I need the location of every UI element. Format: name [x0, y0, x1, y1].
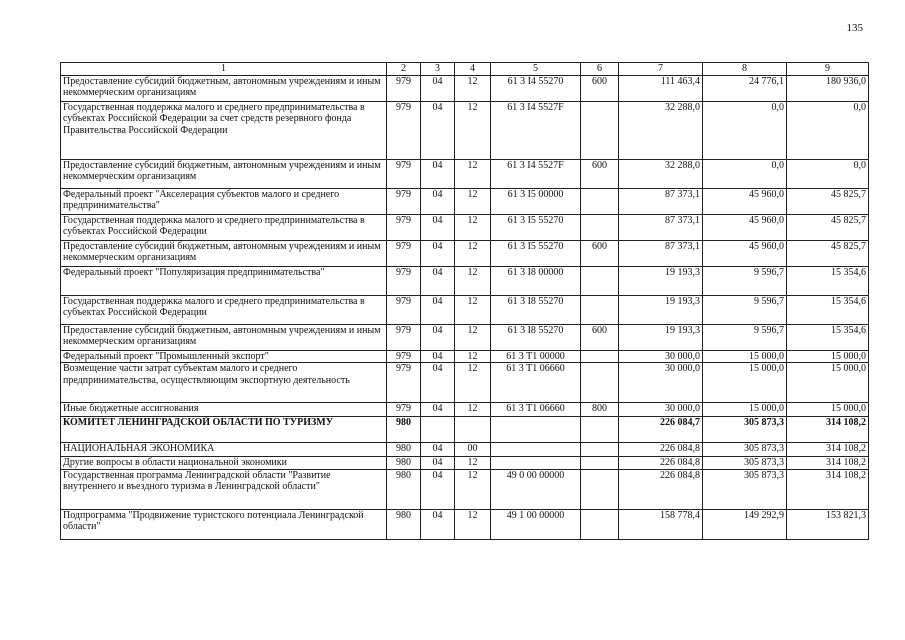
row-value-col7-cell: 32 288,0 — [619, 101, 703, 159]
row-expense-type-cell — [581, 443, 619, 457]
row-section-cell: 04 — [421, 266, 455, 295]
row-subsection-cell: 12 — [455, 509, 491, 539]
row-value-col7-cell: 19 193,3 — [619, 295, 703, 324]
row-value-col8-cell: 15 000,0 — [703, 350, 787, 363]
row-target-article-cell — [491, 443, 581, 457]
row-target-article-cell: 61 3 I5 55270 — [491, 240, 581, 266]
row-value-col7-cell: 87 373,1 — [619, 240, 703, 266]
row-name-cell: КОМИТЕТ ЛЕНИНГРАДСКОЙ ОБЛАСТИ ПО ТУРИЗМУ — [61, 417, 387, 443]
row-value-col7-cell: 30 000,0 — [619, 363, 703, 403]
row-name-cell: Предоставление субсидий бюджетным, автономным учреждениям и иным некоммерческим организациям — [61, 75, 387, 101]
row-subsection-cell: 12 — [455, 469, 491, 509]
row-expense-type-cell — [581, 266, 619, 295]
table-row — [61, 417, 869, 443]
row-expense-type-cell: 600 — [581, 159, 619, 188]
table-row — [61, 403, 869, 417]
row-grbs-cell: 980 — [387, 417, 421, 443]
row-value-col8-cell: 9 596,7 — [703, 266, 787, 295]
table-row — [61, 188, 869, 214]
row-expense-type-cell — [581, 350, 619, 363]
row-value-col9-cell: 180 936,0 — [787, 75, 869, 101]
row-value-col8-cell: 45 960,0 — [703, 188, 787, 214]
column-header: 3 — [421, 63, 455, 76]
row-grbs-cell: 979 — [387, 214, 421, 240]
column-header: 1 — [61, 63, 387, 76]
row-value-col8-cell: 0,0 — [703, 159, 787, 188]
row-subsection-cell: 12 — [455, 188, 491, 214]
table-row — [61, 266, 869, 295]
row-value-col7-cell: 226 084,7 — [619, 417, 703, 443]
row-value-col9-cell: 15 000,0 — [787, 363, 869, 403]
row-expense-type-cell — [581, 363, 619, 403]
row-value-col8-cell: 305 873,3 — [703, 443, 787, 457]
row-value-col8-cell: 149 292,9 — [703, 509, 787, 539]
column-header: 7 — [619, 63, 703, 76]
row-value-col9-cell: 15 000,0 — [787, 350, 869, 363]
row-name-cell: НАЦИОНАЛЬНАЯ ЭКОНОМИКА — [61, 443, 387, 457]
row-grbs-cell: 979 — [387, 75, 421, 101]
row-grbs-cell: 979 — [387, 240, 421, 266]
table-row — [61, 295, 869, 324]
row-grbs-cell: 979 — [387, 101, 421, 159]
row-grbs-cell: 979 — [387, 324, 421, 350]
row-section-cell: 04 — [421, 509, 455, 539]
table-row — [61, 457, 869, 470]
row-name-cell: Предоставление субсидий бюджетным, автономным учреждениям и иным некоммерческим организациям — [61, 240, 387, 266]
column-header: 9 — [787, 63, 869, 76]
row-target-article-cell: 61 3 I8 55270 — [491, 324, 581, 350]
row-target-article-cell: 61 3 I5 00000 — [491, 188, 581, 214]
table-row — [61, 363, 869, 403]
row-target-article-cell: 61 3 I4 5527F — [491, 101, 581, 159]
table-row — [61, 75, 869, 101]
table-row — [61, 324, 869, 350]
row-value-col7-cell: 111 463,4 — [619, 75, 703, 101]
row-subsection-cell: 12 — [455, 350, 491, 363]
row-value-col8-cell: 15 000,0 — [703, 403, 787, 417]
row-value-col9-cell: 15 354,6 — [787, 266, 869, 295]
row-section-cell: 04 — [421, 240, 455, 266]
row-value-col8-cell: 24 776,1 — [703, 75, 787, 101]
row-value-col8-cell: 305 873,3 — [703, 417, 787, 443]
row-expense-type-cell: 600 — [581, 75, 619, 101]
row-value-col9-cell: 153 821,3 — [787, 509, 869, 539]
row-section-cell — [421, 417, 455, 443]
row-subsection-cell: 12 — [455, 363, 491, 403]
row-value-col9-cell: 15 354,6 — [787, 324, 869, 350]
row-name-cell: Федеральный проект "Акселерация субъектов малого и среднего предпринимательства" — [61, 188, 387, 214]
row-target-article-cell: 61 3 I5 55270 — [491, 214, 581, 240]
row-section-cell: 04 — [421, 363, 455, 403]
row-grbs-cell: 979 — [387, 188, 421, 214]
row-name-cell: Государственная поддержка малого и среднего предпринимательства в субъектах Российской Федерации — [61, 295, 387, 324]
row-target-article-cell: 61 3 T1 06660 — [491, 363, 581, 403]
row-section-cell: 04 — [421, 75, 455, 101]
row-value-col9-cell: 45 825,7 — [787, 240, 869, 266]
row-value-col9-cell: 45 825,7 — [787, 188, 869, 214]
row-value-col7-cell: 19 193,3 — [619, 266, 703, 295]
row-subsection-cell: 12 — [455, 403, 491, 417]
table-row — [61, 350, 869, 363]
row-value-col8-cell: 15 000,0 — [703, 363, 787, 403]
row-subsection-cell: 12 — [455, 324, 491, 350]
row-value-col9-cell: 15 000,0 — [787, 403, 869, 417]
table-row — [61, 240, 869, 266]
row-value-col7-cell: 30 000,0 — [619, 350, 703, 363]
row-name-cell: Государственная поддержка малого и среднего предпринимательства в субъектах Российской Федерации — [61, 214, 387, 240]
row-section-cell: 04 — [421, 101, 455, 159]
row-grbs-cell: 979 — [387, 295, 421, 324]
row-name-cell: Предоставление субсидий бюджетным, автономным учреждениям и иным некоммерческим организациям — [61, 159, 387, 188]
row-target-article-cell — [491, 417, 581, 443]
row-subsection-cell: 00 — [455, 443, 491, 457]
row-target-article-cell: 61 3 I4 5527F — [491, 159, 581, 188]
table-row — [61, 443, 869, 457]
row-target-article-cell: 61 3 I8 55270 — [491, 295, 581, 324]
row-section-cell: 04 — [421, 457, 455, 470]
row-name-cell: Государственная программа Ленинградской области "Развитие внутреннего и въездного туризма в Ленинградской области" — [61, 469, 387, 509]
table-row — [61, 214, 869, 240]
row-name-cell: Возмещение части затрат субъектам малого и среднего предпринимательства, осуществляющим экспортную деятельность — [61, 363, 387, 403]
row-value-col7-cell: 226 084,8 — [619, 443, 703, 457]
row-value-col7-cell: 226 084,8 — [619, 469, 703, 509]
row-name-cell: Государственная поддержка малого и среднего предпринимательства в субъектах Российской Федерации за счет средств резервного фонда Правительства Российской Федерации — [61, 101, 387, 159]
row-subsection-cell — [455, 417, 491, 443]
row-expense-type-cell: 600 — [581, 240, 619, 266]
row-grbs-cell: 980 — [387, 443, 421, 457]
column-header: 8 — [703, 63, 787, 76]
page-number: 135 — [846, 22, 863, 34]
row-section-cell: 04 — [421, 324, 455, 350]
row-value-col7-cell: 87 373,1 — [619, 188, 703, 214]
row-section-cell: 04 — [421, 214, 455, 240]
row-value-col8-cell: 305 873,3 — [703, 469, 787, 509]
row-expense-type-cell: 800 — [581, 403, 619, 417]
row-value-col8-cell: 9 596,7 — [703, 324, 787, 350]
row-target-article-cell: 61 3 I8 00000 — [491, 266, 581, 295]
row-value-col9-cell: 314 108,2 — [787, 469, 869, 509]
row-value-col9-cell: 314 108,2 — [787, 417, 869, 443]
row-target-article-cell: 49 1 00 00000 — [491, 509, 581, 539]
row-expense-type-cell — [581, 469, 619, 509]
row-grbs-cell: 980 — [387, 457, 421, 470]
table-row — [61, 469, 869, 509]
row-expense-type-cell — [581, 295, 619, 324]
row-section-cell: 04 — [421, 403, 455, 417]
row-name-cell: Федеральный проект "Популяризация предпринимательства" — [61, 266, 387, 295]
row-value-col7-cell: 158 778,4 — [619, 509, 703, 539]
row-value-col7-cell: 30 000,0 — [619, 403, 703, 417]
row-expense-type-cell — [581, 417, 619, 443]
row-value-col9-cell: 15 354,6 — [787, 295, 869, 324]
row-value-col9-cell: 0,0 — [787, 101, 869, 159]
row-section-cell: 04 — [421, 159, 455, 188]
row-subsection-cell: 12 — [455, 266, 491, 295]
row-grbs-cell: 980 — [387, 509, 421, 539]
row-grbs-cell: 979 — [387, 350, 421, 363]
row-name-cell: Федеральный проект "Промышленный экспорт" — [61, 350, 387, 363]
row-expense-type-cell — [581, 101, 619, 159]
row-expense-type-cell — [581, 214, 619, 240]
row-value-col8-cell: 305 873,3 — [703, 457, 787, 470]
row-value-col8-cell: 45 960,0 — [703, 240, 787, 266]
row-expense-type-cell — [581, 457, 619, 470]
row-subsection-cell: 12 — [455, 240, 491, 266]
row-grbs-cell: 979 — [387, 159, 421, 188]
row-target-article-cell: 61 3 I4 55270 — [491, 75, 581, 101]
row-grbs-cell: 979 — [387, 363, 421, 403]
header-row — [61, 63, 869, 76]
row-subsection-cell: 12 — [455, 75, 491, 101]
column-header: 6 — [581, 63, 619, 76]
budget-table — [60, 62, 869, 540]
row-name-cell: Предоставление субсидий бюджетным, автономным учреждениям и иным некоммерческим организациям — [61, 324, 387, 350]
row-section-cell: 04 — [421, 295, 455, 324]
row-grbs-cell: 979 — [387, 266, 421, 295]
table-row — [61, 509, 869, 539]
row-value-col9-cell: 314 108,2 — [787, 443, 869, 457]
row-subsection-cell: 12 — [455, 101, 491, 159]
table-row — [61, 101, 869, 159]
row-value-col7-cell: 226 084,8 — [619, 457, 703, 470]
row-name-cell: Подпрограмма "Продвижение туристского потенциала Ленинградской области" — [61, 509, 387, 539]
row-value-col7-cell: 32 288,0 — [619, 159, 703, 188]
row-grbs-cell: 979 — [387, 403, 421, 417]
row-expense-type-cell — [581, 188, 619, 214]
row-value-col8-cell: 9 596,7 — [703, 295, 787, 324]
row-name-cell: Иные бюджетные ассигнования — [61, 403, 387, 417]
row-value-col8-cell: 0,0 — [703, 101, 787, 159]
row-grbs-cell: 980 — [387, 469, 421, 509]
row-subsection-cell: 12 — [455, 214, 491, 240]
row-target-article-cell — [491, 457, 581, 470]
row-target-article-cell: 49 0 00 00000 — [491, 469, 581, 509]
table-row — [61, 159, 869, 188]
row-value-col9-cell: 0,0 — [787, 159, 869, 188]
row-subsection-cell: 12 — [455, 295, 491, 324]
row-section-cell: 04 — [421, 188, 455, 214]
row-section-cell: 04 — [421, 469, 455, 509]
row-subsection-cell: 12 — [455, 159, 491, 188]
row-value-col9-cell: 314 108,2 — [787, 457, 869, 470]
column-header: 4 — [455, 63, 491, 76]
row-section-cell: 04 — [421, 350, 455, 363]
row-target-article-cell: 61 3 T1 06660 — [491, 403, 581, 417]
row-expense-type-cell: 600 — [581, 324, 619, 350]
row-value-col7-cell: 19 193,3 — [619, 324, 703, 350]
row-value-col9-cell: 45 825,7 — [787, 214, 869, 240]
row-section-cell: 04 — [421, 443, 455, 457]
column-header: 2 — [387, 63, 421, 76]
row-name-cell: Другие вопросы в области национальной экономики — [61, 457, 387, 470]
row-subsection-cell: 12 — [455, 457, 491, 470]
row-expense-type-cell — [581, 509, 619, 539]
row-value-col8-cell: 45 960,0 — [703, 214, 787, 240]
row-target-article-cell: 61 3 T1 00000 — [491, 350, 581, 363]
row-value-col7-cell: 87 373,1 — [619, 214, 703, 240]
column-header: 5 — [491, 63, 581, 76]
